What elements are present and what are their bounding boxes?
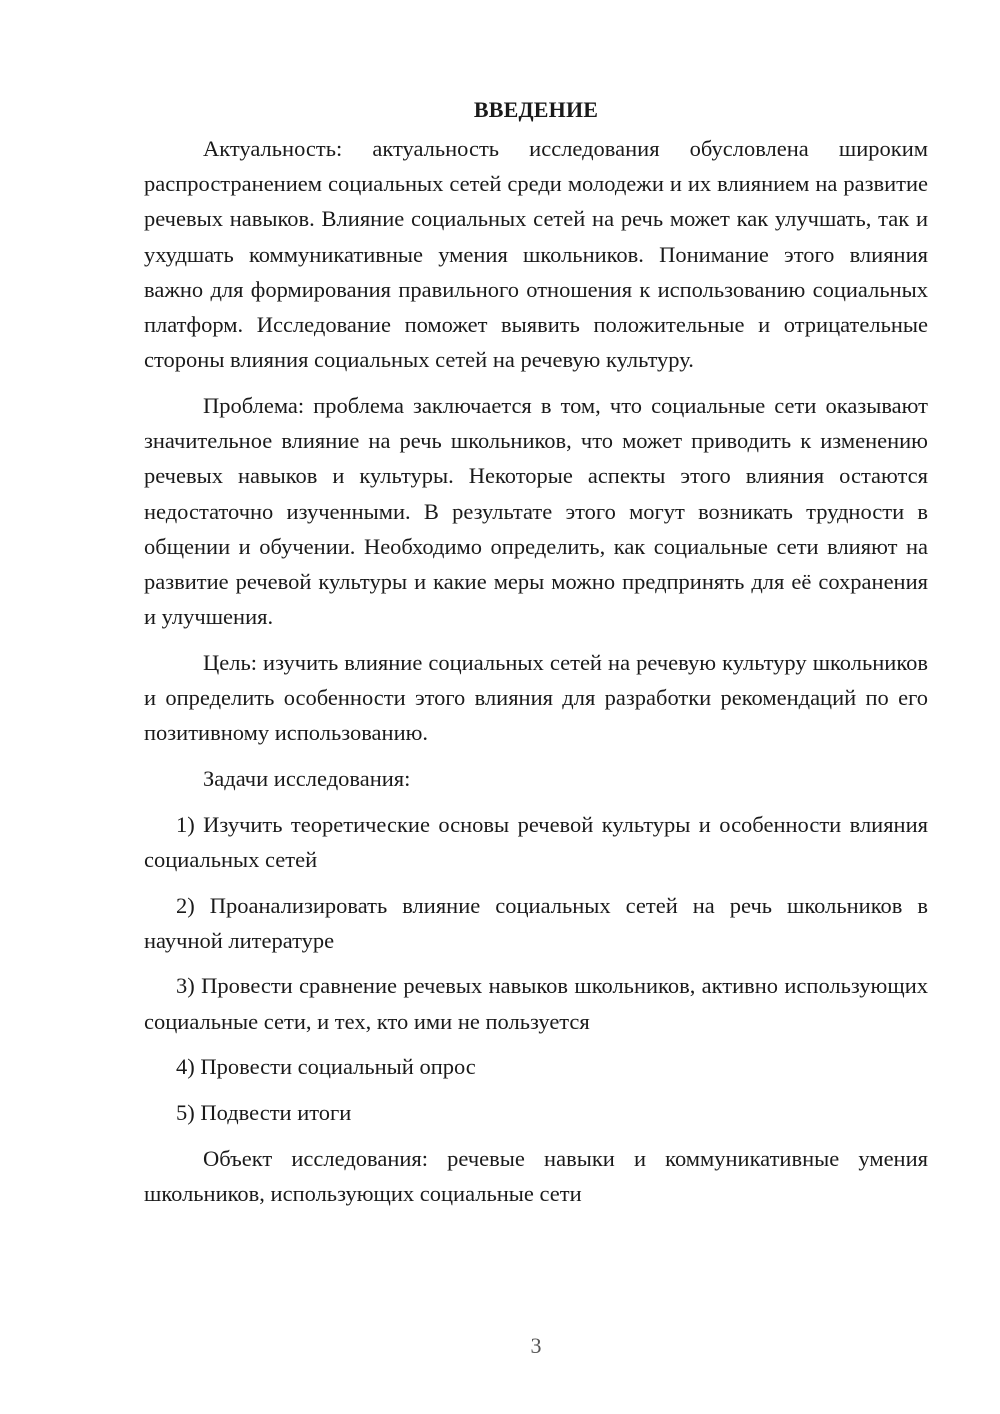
- section-heading: ВВЕДЕНИЕ: [473, 97, 599, 122]
- goal-paragraph: Цель: изучить влияние социальных сетей на речевую культуру школьников и определить особенности этого влияния для разработки рекомендаций по его позитивному использованию.: [144, 649, 928, 746]
- tasks-intro: Задачи исследования:: [203, 765, 411, 791]
- object-paragraph: Объект исследования: речевые навыки и коммуникативные умения школьников, использующих социальные сети: [144, 1145, 928, 1206]
- problem-paragraph: Проблема: проблема заключается в том, что социальные сети оказывают значительное влияние на речь школьников, что может приводить к изменению речевых навыков и культуры. Некоторые аспекты этого влияния остаются недостаточно изученными. В результате этого могут возникать трудности в общении и обучении. Необходимо определить, как социальные сети влияют на развитие речевой культуры и какие меры можно предпринять для её сохранения и улучшения.: [144, 392, 928, 630]
- page-number: 3: [530, 1333, 542, 1358]
- list-item: 3) Провести сравнение речевых навыков школьников, активно использующих социальные сети, и тех, кто ими не пользуется: [144, 973, 928, 1034]
- relevance-paragraph: Актуальность: актуальность исследования обусловлена широким распространением социальных сетей среди молодежи и их влиянием на развитие речевых навыков. Влияние социальных сетей на речь может как улучшать, так и ухудшать коммуникативные умения школьников. Понимание этого влияния важно для формирования правильного отношения к использованию социальных платформ. Исследование поможет выявить положительные и отрицательные стороны влияния социальных сетей на речевую культуру.: [144, 136, 928, 373]
- list-item: 2) Проанализировать влияние социальных сетей на речь школьников в научной литературе: [144, 892, 928, 953]
- tasks-list: [144, 807, 928, 1131]
- list-item: 4) Провести социальный опрос: [176, 1054, 476, 1080]
- list-item: 5) Подвести итоги: [176, 1100, 352, 1126]
- list-item: 1) Изучить теоретические основы речевой культуры и особенности влияния социальных сетей: [144, 811, 928, 872]
- document-page: [144, 95, 928, 1222]
